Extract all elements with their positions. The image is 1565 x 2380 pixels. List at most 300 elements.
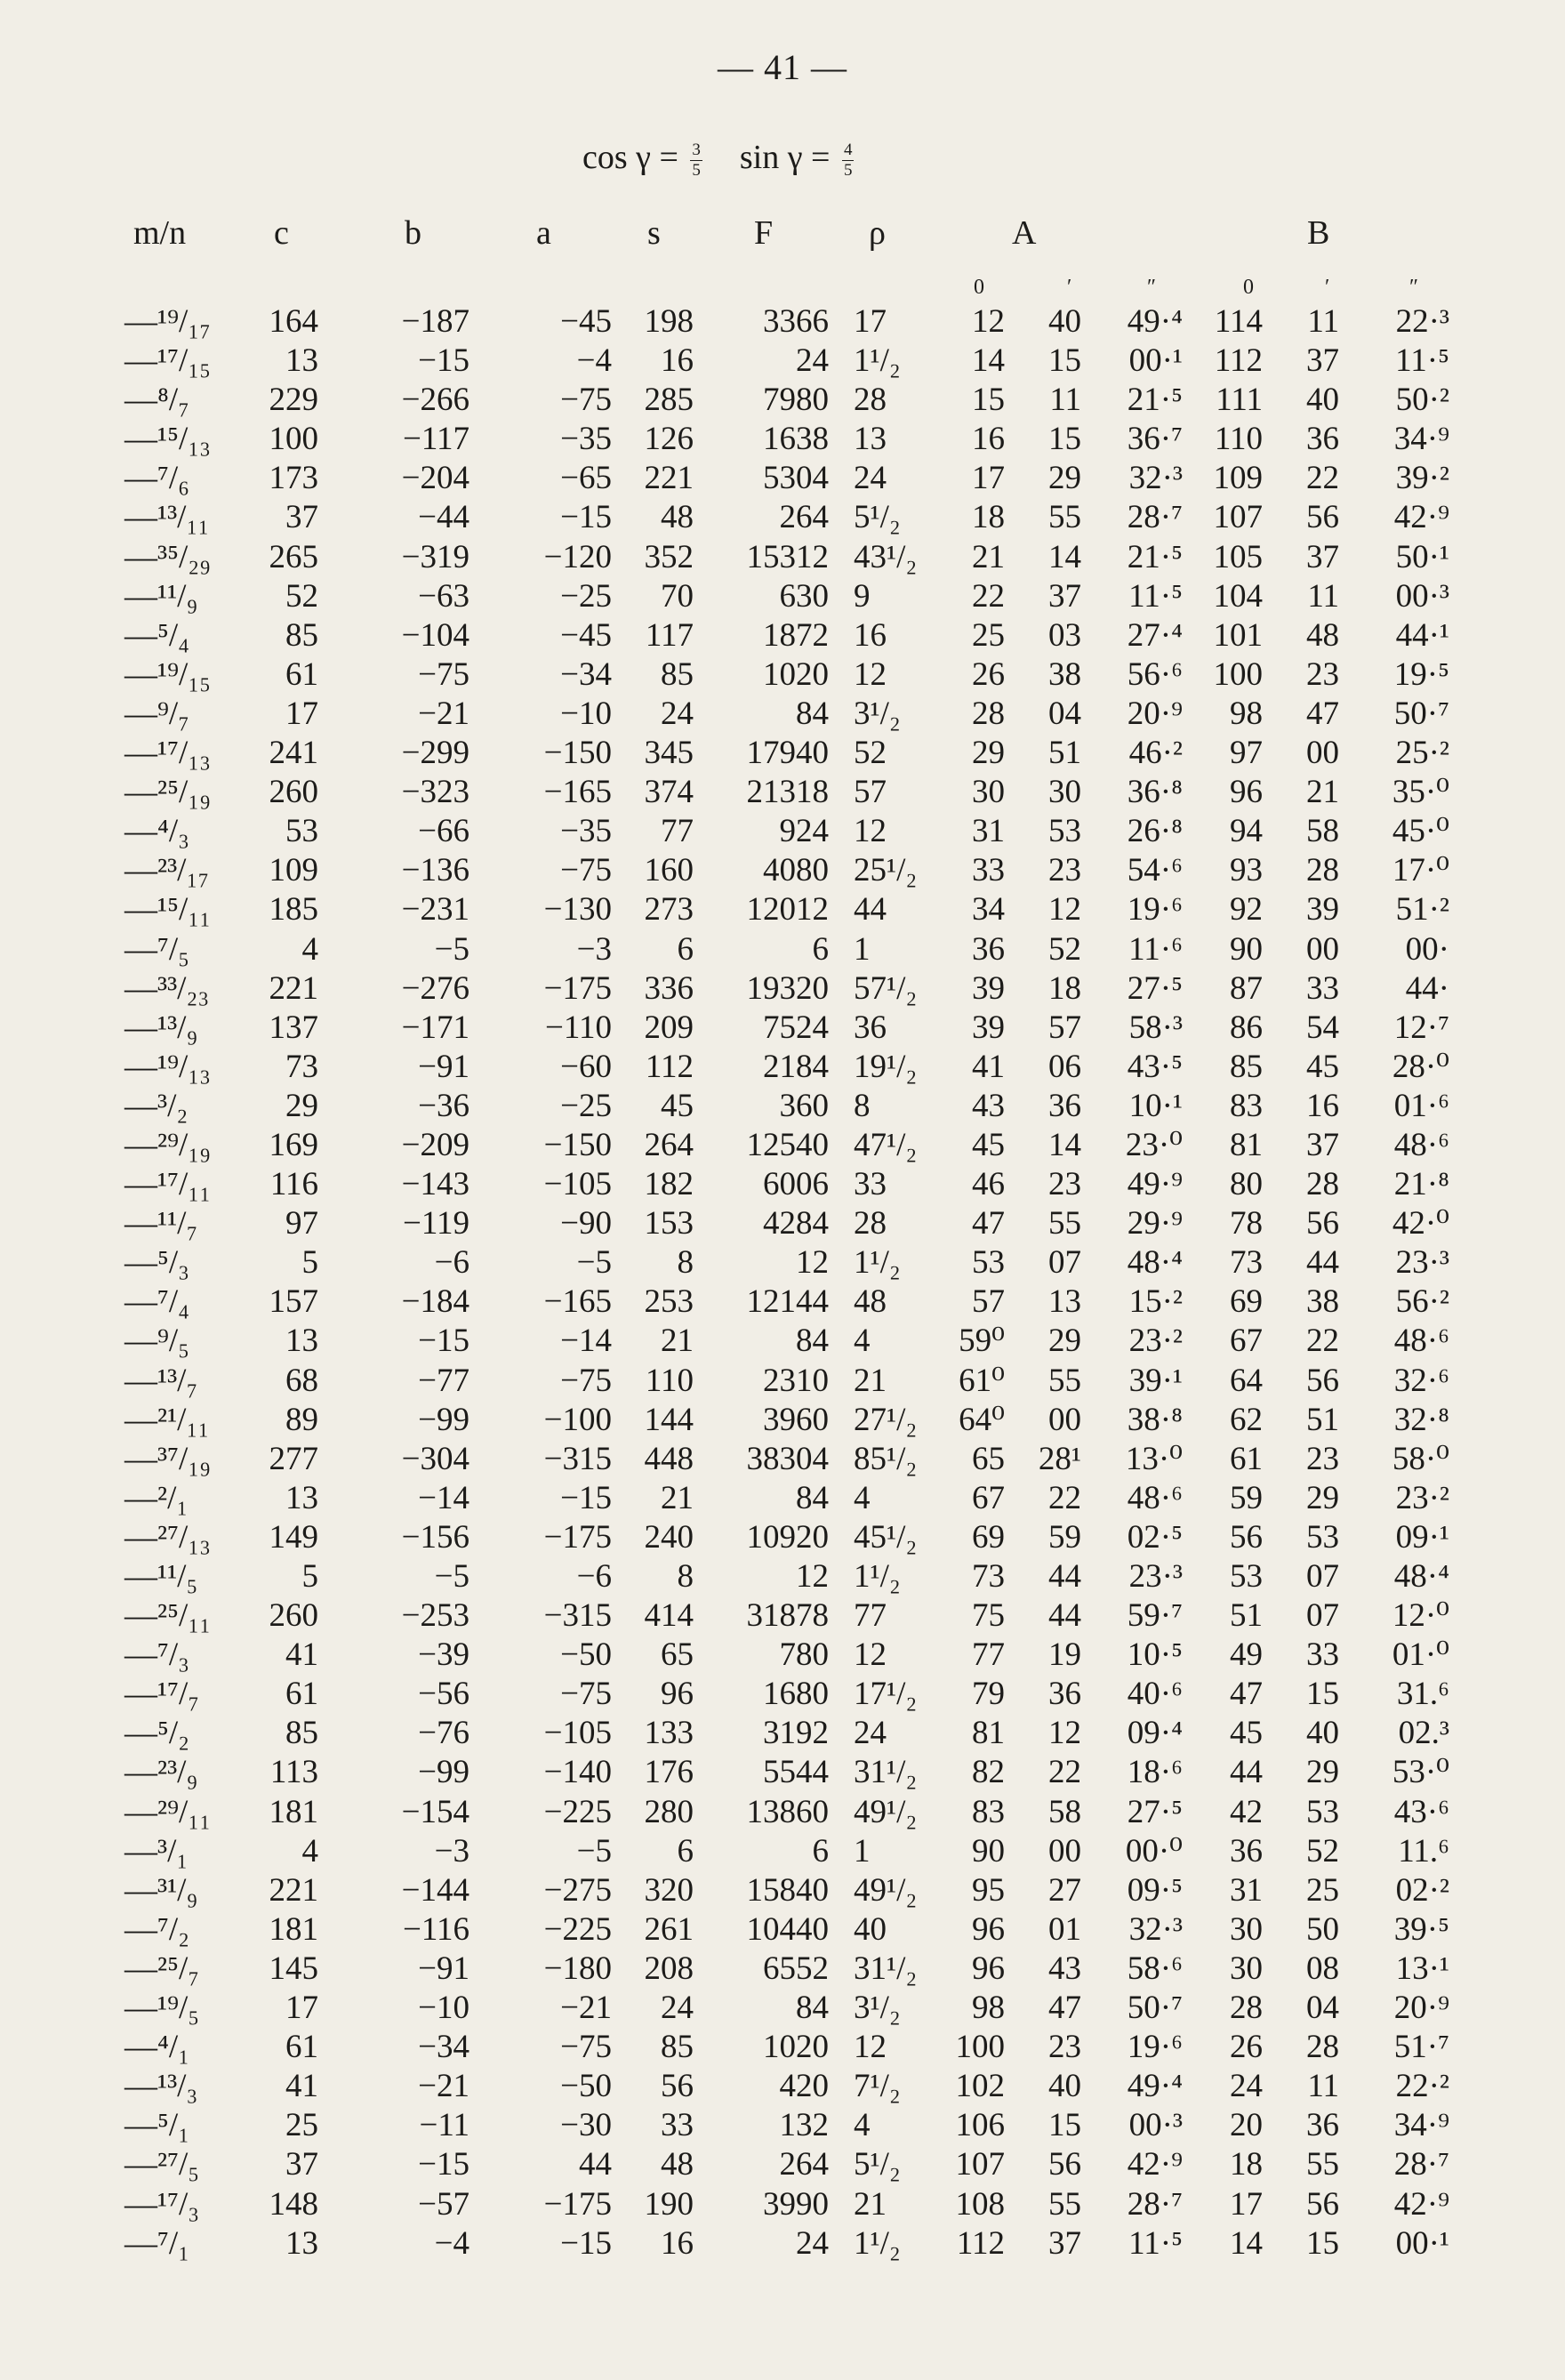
cell-rho: 4 (854, 1479, 871, 1516)
cell-mn: —¹¹/₇ (124, 1205, 198, 1242)
cell-Am: 29 (1048, 460, 1081, 497)
cell-Bs: 20·⁹ (1393, 1990, 1449, 2027)
cell-b: −319 (401, 538, 470, 575)
cell-Bm: 29 (1306, 1479, 1339, 1516)
table-row (0, 1871, 1565, 1910)
cell-Bm: 37 (1306, 538, 1339, 575)
cell-Bd: 36 (1230, 1832, 1263, 1869)
cell-Bm: 28 (1306, 852, 1339, 889)
cell-a: −15 (560, 2224, 612, 2262)
header-mn: m/n (133, 214, 187, 252)
cell-Bd: 93 (1230, 852, 1263, 889)
cell-Bd: 30 (1230, 1910, 1263, 1948)
table-row (0, 1753, 1565, 1792)
cell-Ad: 95 (972, 1871, 1005, 1909)
cell-Bd: 83 (1230, 1087, 1263, 1124)
table-row (0, 1048, 1565, 1087)
cell-F: 3192 (763, 1715, 829, 1752)
cell-a: −30 (560, 2107, 612, 2144)
cell-F: 132 (779, 2107, 829, 2144)
cos-label: cos γ = (582, 139, 678, 176)
cell-mn: —²³/₉ (124, 1754, 198, 1791)
table-row (0, 1440, 1565, 1479)
cell-mn: —²/₁ (124, 1479, 189, 1516)
cell-a: −165 (543, 774, 612, 811)
cell-As: 27·⁵ (1127, 969, 1183, 1007)
cell-Bs: 01·⁰ (1392, 1636, 1449, 1674)
cell-c: 241 (269, 735, 318, 772)
cell-Am: 23 (1048, 2029, 1081, 2066)
cell-mn: —¹⁷/₁₅ (124, 342, 212, 380)
cell-Am: 13 (1048, 1283, 1081, 1321)
cell-Ad: 75 (972, 1597, 1005, 1635)
cell-Bd: 53 (1230, 1558, 1263, 1595)
cell-Bm: 07 (1306, 1597, 1339, 1635)
cell-b: −5 (434, 930, 470, 968)
cell-mn: —³³/₂₃ (124, 969, 210, 1007)
cell-b: −15 (418, 1323, 470, 1360)
cell-Bd: 30 (1230, 1950, 1263, 1987)
table-row (0, 1165, 1565, 1204)
cell-Bs: 01·⁶ (1393, 1087, 1449, 1124)
cell-F: 1020 (763, 2029, 829, 2066)
cell-Ad: 83 (972, 1793, 1005, 1830)
cell-Ad: 14 (972, 342, 1005, 380)
cell-F: 38304 (746, 1440, 829, 1477)
cell-Bd: 112 (1214, 342, 1263, 380)
cell-b: −66 (418, 813, 470, 850)
cell-Am: 22 (1048, 1754, 1081, 1791)
cell-s: 16 (661, 342, 694, 380)
cell-rho: 12 (854, 2029, 887, 2066)
table-row (0, 930, 1565, 969)
cell-s: 209 (644, 1009, 694, 1046)
cell-Bs: 21·⁸ (1393, 1166, 1449, 1203)
cell-Bd: 51 (1230, 1597, 1263, 1635)
cell-Ad: 15 (972, 382, 1005, 419)
cell-b: −14 (418, 1479, 470, 1516)
cell-rho: 47¹/₂ (854, 1126, 918, 1163)
cell-Am: 52 (1048, 930, 1081, 968)
cell-Bd: 64 (1230, 1362, 1263, 1399)
cell-F: 84 (796, 1479, 829, 1516)
cell-rho: 5¹/₂ (854, 499, 901, 536)
cell-Ad: 22 (972, 577, 1005, 615)
cell-Am: 38 (1048, 655, 1081, 693)
cell-Bs: 12·⁷ (1393, 1009, 1449, 1046)
cell-b: −323 (401, 774, 470, 811)
cell-Bs: 25·² (1395, 735, 1449, 772)
cell-mn: —⁹/₅ (124, 1323, 190, 1360)
cell-s: 24 (661, 695, 694, 732)
cell-s: 336 (644, 969, 694, 1007)
cell-c: 164 (269, 303, 318, 340)
table-row (0, 538, 1565, 577)
cell-Bd: 101 (1213, 616, 1263, 654)
cell-Am: 12 (1048, 891, 1081, 929)
cell-F: 924 (779, 813, 829, 850)
cell-As: 21·⁵ (1127, 382, 1183, 419)
cell-F: 10440 (746, 1910, 829, 1948)
cell-Bm: 37 (1306, 342, 1339, 380)
table-row (0, 1675, 1565, 1714)
cell-Ad: 67 (972, 1479, 1005, 1516)
table-row (0, 342, 1565, 381)
cell-a: −4 (576, 342, 612, 380)
cell-F: 4284 (763, 1205, 829, 1242)
cell-Am: 55 (1048, 1205, 1081, 1242)
table-row (0, 1557, 1565, 1596)
cell-Bs: 43·⁶ (1393, 1793, 1449, 1830)
cell-rho: 28 (854, 1205, 887, 1242)
cell-F: 264 (779, 499, 829, 536)
cell-Bd: 94 (1230, 813, 1263, 850)
cell-As: 13·⁰ (1125, 1440, 1183, 1477)
header-b: b (405, 214, 421, 252)
cell-s: 33 (661, 2107, 694, 2144)
cell-Ad: 96 (972, 1910, 1005, 1948)
cos-numerator: 3 (692, 140, 701, 159)
cell-s: 6 (677, 930, 694, 968)
cell-s: 221 (644, 460, 694, 497)
cell-rho: 33 (854, 1166, 887, 1203)
cell-a: −225 (543, 1910, 612, 1948)
cell-As: 59·⁷ (1127, 1597, 1183, 1635)
cell-s: 126 (644, 421, 694, 458)
cell-F: 12012 (746, 891, 829, 929)
cell-s: 264 (644, 1126, 694, 1163)
cell-Am: 53 (1048, 813, 1081, 850)
cell-rho: 4 (854, 1323, 871, 1360)
cell-c: 5 (301, 1558, 318, 1595)
cell-mn: —⁷/₁ (124, 2224, 190, 2262)
cell-a: −3 (576, 930, 612, 968)
cell-a: −225 (543, 1793, 612, 1830)
cell-s: 153 (644, 1205, 694, 1242)
cell-a: −120 (543, 538, 612, 575)
cell-Am: 55 (1048, 1362, 1081, 1399)
cell-Ad: 34 (972, 891, 1005, 929)
cell-Am: 15 (1048, 421, 1081, 458)
B-second-unit: ″ (1409, 276, 1418, 299)
cell-mn: —¹¹/₉ (124, 577, 198, 615)
cell-Bs: 48·⁶ (1393, 1126, 1449, 1163)
cell-c: 13 (285, 2224, 318, 2262)
cell-s: 77 (661, 813, 694, 850)
cell-Bm: 39 (1306, 891, 1339, 929)
cell-Bm: 15 (1306, 2224, 1339, 2262)
cell-F: 1638 (763, 421, 829, 458)
cell-rho: 1 (854, 1832, 871, 1869)
cell-rho: 3¹/₂ (854, 1990, 901, 2027)
cell-As: 38·⁸ (1127, 1401, 1183, 1438)
cell-Ad: 43 (972, 1087, 1005, 1124)
cell-As: 32·³ (1128, 460, 1183, 497)
cell-As: 28·⁷ (1127, 499, 1183, 536)
cell-Bm: 08 (1306, 1950, 1339, 1987)
cell-rho: 21 (854, 1362, 887, 1399)
cell-s: 16 (661, 2224, 694, 2262)
cell-mn: —¹⁹/₁₅ (124, 655, 212, 693)
cell-Bs: 51·² (1395, 891, 1449, 929)
cell-c: 41 (285, 1636, 318, 1674)
cell-Ad: 106 (955, 2107, 1005, 2144)
formula-header (582, 138, 857, 181)
cell-Ad: 21 (972, 538, 1005, 575)
cell-rho: 24 (854, 1715, 887, 1752)
cell-Bd: 100 (1213, 655, 1263, 693)
table-row (0, 2145, 1565, 2184)
cell-Am: 15 (1048, 2107, 1081, 2144)
cell-b: −76 (418, 1715, 470, 1752)
cell-b: −56 (418, 1676, 470, 1713)
cell-rho: 77 (854, 1597, 887, 1635)
cell-s: 273 (644, 891, 694, 929)
cell-a: 44 (579, 2146, 612, 2183)
cell-s: 6 (677, 1832, 694, 1869)
cell-Am: 06 (1048, 1048, 1081, 1085)
cell-Bs: 50·⁷ (1393, 695, 1449, 732)
cell-a: −50 (560, 1636, 612, 1674)
cell-Bd: 114 (1214, 303, 1263, 340)
cell-As: 11·⁵ (1128, 2224, 1183, 2262)
cell-Bd: 18 (1230, 2146, 1263, 2183)
cell-Bd: 62 (1230, 1401, 1263, 1438)
cell-c: 148 (269, 2185, 318, 2223)
cell-Bd: 80 (1230, 1166, 1263, 1203)
cell-mn: —¹³/₇ (124, 1362, 198, 1399)
cell-a: −175 (543, 969, 612, 1007)
cell-a: −105 (543, 1166, 612, 1203)
cell-c: 13 (285, 1479, 318, 1516)
cell-mn: —⁸/₇ (124, 382, 190, 419)
cell-s: 110 (645, 1362, 694, 1399)
cell-b: −21 (418, 695, 470, 732)
cell-b: −75 (418, 655, 470, 693)
cell-c: 85 (285, 616, 318, 654)
cell-Bs: 11.⁶ (1398, 1832, 1449, 1869)
table-row (0, 1832, 1565, 1871)
cell-Am: 55 (1048, 2185, 1081, 2223)
cell-As: 00·¹ (1128, 342, 1183, 380)
cell-Ad: 28 (972, 695, 1005, 732)
cell-Bs: 00·³ (1395, 577, 1449, 615)
cell-Bd: 45 (1230, 1715, 1263, 1752)
cell-Bm: 52 (1306, 1832, 1339, 1869)
cell-s: 253 (644, 1283, 694, 1321)
cell-Bs: 35·⁰ (1392, 774, 1449, 811)
cell-As: 50·⁷ (1127, 1990, 1183, 2027)
cell-Bm: 23 (1306, 655, 1339, 693)
cell-Bm: 54 (1306, 1009, 1339, 1046)
cell-Ad: 25 (972, 616, 1005, 654)
cell-Bs: 34·⁹ (1393, 2107, 1449, 2144)
cell-a: −75 (560, 1362, 612, 1399)
cell-c: 100 (269, 421, 318, 458)
cell-a: −75 (560, 2029, 612, 2066)
cell-rho: 1¹/₂ (854, 1244, 901, 1282)
cell-s: 56 (661, 2068, 694, 2105)
cell-Am: 28¹ (1038, 1440, 1081, 1477)
cell-Bm: 29 (1306, 1754, 1339, 1791)
cell-Ad: 29 (972, 735, 1005, 772)
cell-a: −75 (560, 382, 612, 419)
cell-mn: —⁴/₁ (124, 2029, 190, 2066)
cell-a: −90 (560, 1205, 612, 1242)
cell-Ad: 16 (972, 421, 1005, 458)
cell-As: 00·³ (1128, 2107, 1183, 2144)
cell-As: 11·⁵ (1128, 577, 1183, 615)
cell-a: −35 (560, 813, 612, 850)
cell-rho: 7¹/₂ (854, 2068, 901, 2105)
cell-F: 12540 (746, 1126, 829, 1163)
table-row (0, 2028, 1565, 2067)
cell-mn: —¹⁹/₅ (124, 1990, 200, 2027)
cell-c: 229 (269, 382, 318, 419)
cell-mn: —⁷/₅ (124, 930, 190, 968)
cell-Ad: 90 (972, 1832, 1005, 1869)
cell-rho: 85¹/₂ (854, 1440, 918, 1477)
cell-Bs: 48·⁴ (1393, 1558, 1449, 1595)
cell-F: 6 (812, 930, 829, 968)
cell-Ad: 96 (972, 1950, 1005, 1987)
cell-Bs: 34·⁹ (1393, 421, 1449, 458)
cell-rho: 57¹/₂ (854, 969, 918, 1007)
cell-b: −276 (401, 969, 470, 1007)
table-row (0, 1596, 1565, 1636)
cell-b: −99 (418, 1401, 470, 1438)
cell-s: 352 (644, 538, 694, 575)
cell-Bm: 15 (1306, 1676, 1339, 1713)
cell-F: 13860 (746, 1793, 829, 1830)
cell-Bs: 23·² (1395, 1479, 1449, 1516)
cell-b: −44 (418, 499, 470, 536)
cell-F: 3990 (763, 2185, 829, 2223)
cell-Am: 03 (1048, 616, 1081, 654)
cell-b: −304 (401, 1440, 470, 1477)
cell-a: −75 (560, 852, 612, 889)
cell-c: 41 (285, 2068, 318, 2105)
cell-a: −275 (543, 1871, 612, 1909)
cell-Bs: 22·³ (1395, 303, 1449, 340)
cell-b: −10 (418, 1990, 470, 2027)
cell-Bs: 44· (1405, 969, 1449, 1007)
cell-Am: 40 (1048, 2068, 1081, 2105)
cell-Bs: 39·² (1395, 460, 1449, 497)
cell-Bs: 39·⁵ (1393, 1910, 1449, 1948)
cell-As: 49·⁴ (1127, 2068, 1183, 2105)
cell-c: 116 (269, 1166, 318, 1203)
cell-Bd: 26 (1230, 2029, 1263, 2066)
table-row (0, 577, 1565, 616)
cell-Ad: 33 (972, 852, 1005, 889)
cell-rho: 4 (854, 2107, 871, 2144)
sin-fraction (842, 141, 855, 181)
cell-c: 260 (269, 774, 318, 811)
cell-Bd: 73 (1230, 1244, 1263, 1282)
cell-Bd: 56 (1230, 1518, 1263, 1556)
cell-As: 42·⁹ (1127, 2146, 1183, 2183)
cell-As: 09·⁴ (1127, 1715, 1183, 1752)
cell-As: 09·⁵ (1127, 1871, 1183, 1909)
cell-b: −116 (403, 1910, 470, 1948)
cell-Am: 44 (1048, 1558, 1081, 1595)
cell-F: 1020 (763, 655, 829, 693)
cell-c: 265 (269, 538, 318, 575)
cell-Bs: 12·⁰ (1392, 1597, 1449, 1635)
table-row (0, 1087, 1565, 1126)
cell-Bs: 31.⁶ (1396, 1676, 1449, 1713)
cell-F: 2310 (763, 1362, 829, 1399)
cell-rho: 1¹/₂ (854, 1558, 901, 1595)
cell-b: −99 (418, 1754, 470, 1791)
cell-Bs: 02.³ (1398, 1715, 1449, 1752)
cell-rho: 9 (854, 577, 871, 615)
cell-mn: —²⁷/₅ (124, 2146, 200, 2183)
cell-As: 27·⁵ (1127, 1793, 1183, 1830)
cell-F: 1680 (763, 1676, 829, 1713)
cell-a: −140 (543, 1754, 612, 1791)
header-B: B (1307, 214, 1330, 252)
cell-mn: —³⁷/₁₉ (124, 1440, 212, 1477)
table-row (0, 1636, 1565, 1675)
cell-c: 181 (269, 1793, 318, 1830)
cell-F: 10920 (746, 1518, 829, 1556)
B-degree-unit: 0 (1243, 276, 1254, 299)
cell-rho: 1¹/₂ (854, 342, 901, 380)
cell-mn: —²³/₁₇ (124, 852, 210, 889)
cell-rho: 45¹/₂ (854, 1518, 918, 1556)
cell-a: −25 (560, 577, 612, 615)
cell-Bd: 111 (1216, 382, 1263, 419)
table-row (0, 773, 1565, 812)
cell-a: −45 (560, 303, 612, 340)
cell-Bs: 58·⁰ (1392, 1440, 1449, 1477)
cell-a: −50 (560, 2068, 612, 2105)
cell-Bm: 36 (1306, 421, 1339, 458)
cell-c: 85 (285, 1715, 318, 1752)
cell-Bm: 40 (1306, 1715, 1339, 1752)
header-rho: ρ (869, 214, 886, 252)
table-row (0, 1362, 1565, 1401)
cell-Ad: 41 (972, 1048, 1005, 1085)
cell-As: 27·⁴ (1127, 616, 1183, 654)
cell-rho: 48 (854, 1283, 887, 1321)
cell-Bm: 00 (1306, 735, 1339, 772)
cell-mn: —³/₂ (124, 1087, 189, 1124)
table-row (0, 2067, 1565, 2106)
cell-b: −184 (401, 1283, 470, 1321)
cell-F: 84 (796, 1990, 829, 2027)
sin-label: sin γ = (739, 139, 831, 176)
cell-rho: 17 (854, 303, 887, 340)
cell-Am: 58 (1048, 1793, 1081, 1830)
cell-Ad: 57 (972, 1283, 1005, 1321)
cell-rho: 31¹/₂ (854, 1754, 918, 1791)
cell-b: −6 (434, 1244, 470, 1282)
cell-Ad: 17 (972, 460, 1005, 497)
cell-Am: 15 (1048, 342, 1081, 380)
cell-Bd: 69 (1230, 1283, 1263, 1321)
table-row (0, 851, 1565, 890)
cell-Bm: 56 (1306, 499, 1339, 536)
cell-Ad: 64⁰ (959, 1401, 1005, 1438)
cell-Ad: 79 (972, 1676, 1005, 1713)
cell-Ad: 100 (955, 2029, 1005, 2066)
cell-a: −165 (543, 1283, 612, 1321)
cell-Bs: 45·⁰ (1392, 813, 1449, 850)
cell-mn: —¹⁷/₇ (124, 1676, 200, 1713)
